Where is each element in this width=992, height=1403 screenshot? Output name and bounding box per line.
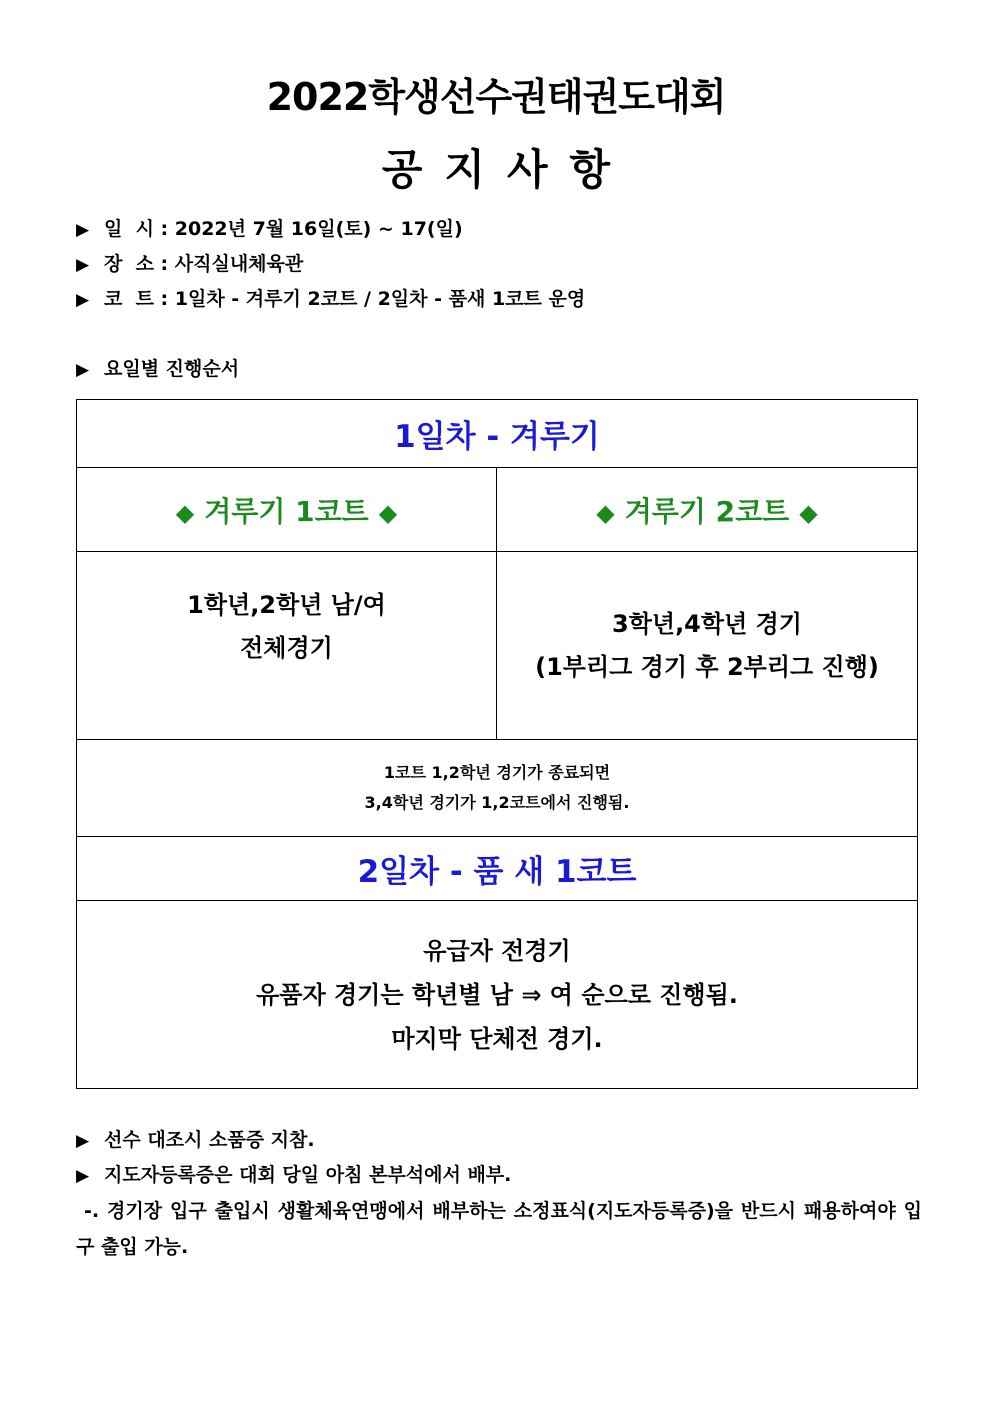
bullet-triangle-icon: ▶ xyxy=(76,255,90,275)
info-date-text: 일 시 : 2022년 7월 16일(토) ~ 17(일) xyxy=(104,218,463,240)
court2-header-cell xyxy=(497,468,917,551)
note-entrance-paragraph: -. 경기장 입구 출입시 생활체육연맹에서 배부하는 소정표식(지도자등록증)을 반드시 패용하여야 입구 출입 가능. xyxy=(76,1200,922,1258)
info-place xyxy=(76,249,303,276)
info-place-text: 장 소 : 사직실내체육관 xyxy=(104,253,304,275)
day2-detail: 유급자 전경기 유품자 경기는 학년별 남 ⇒ 여 순으로 진행됨. 마지막 단체전 경기. xyxy=(256,937,738,1053)
note-coach-card-text: 지도자등록증은 대회 당일 아침 본부석에서 배부. xyxy=(104,1164,512,1186)
info-court-text: 코 트 : 1일차 - 겨루기 2코트 / 2일차 - 품새 1코트 운영 xyxy=(104,288,586,310)
day1-title: 1일차 - 겨루기 xyxy=(394,419,600,455)
note-id-card-text: 선수 대조시 소품증 지참. xyxy=(104,1129,315,1151)
court1-detail: 1학년,2학년 남/여 전체경기 xyxy=(187,590,386,662)
court-header-row xyxy=(77,468,917,552)
schedule-table xyxy=(76,399,918,1089)
court1-detail-cell xyxy=(77,552,497,739)
note-coach-card xyxy=(76,1160,511,1187)
day2-detail-row xyxy=(77,901,917,1089)
day2-title: 2일차 - 품 새 1코트 xyxy=(357,854,637,890)
note-id-card xyxy=(76,1125,315,1152)
court2-title: ◆ 겨루기 2코트 ◆ xyxy=(596,494,818,528)
bullet-triangle-icon: ▶ xyxy=(76,220,90,240)
day1-note-row xyxy=(77,740,917,837)
diamond-icon: ◆ xyxy=(378,498,398,527)
court1-title: ◆ 겨루기 1코트 ◆ xyxy=(175,494,398,528)
diamond-icon: ◆ xyxy=(799,498,818,527)
page-title: 2022학생선수권태권도대회 xyxy=(266,75,726,119)
info-court xyxy=(76,284,585,311)
diamond-icon: ◆ xyxy=(596,498,615,527)
diamond-icon: ◆ xyxy=(175,498,195,527)
bullet-triangle-icon: ▶ xyxy=(76,1131,90,1151)
court2-detail: 3학년,4학년 경기 (1부리그 경기 후 2부리그 진행) xyxy=(535,609,879,681)
day1-note: 1코트 1,2학년 경기가 종료되면 3,4학년 경기가 1,2코트에서 진행됨. xyxy=(364,763,630,812)
day2-header-row xyxy=(77,837,917,901)
court2-detail-cell xyxy=(497,552,917,739)
info-order-text: 요일별 진행순서 xyxy=(104,358,240,380)
info-date xyxy=(76,214,463,241)
page-subtitle: 공지사항 xyxy=(381,145,633,194)
court-detail-row xyxy=(77,552,917,740)
info-order xyxy=(76,354,239,381)
bullet-triangle-icon: ▶ xyxy=(76,360,90,380)
bullet-triangle-icon: ▶ xyxy=(76,1166,90,1186)
day1-header-row xyxy=(77,400,917,468)
court1-header-cell xyxy=(77,468,497,551)
bullet-triangle-icon: ▶ xyxy=(76,290,90,310)
